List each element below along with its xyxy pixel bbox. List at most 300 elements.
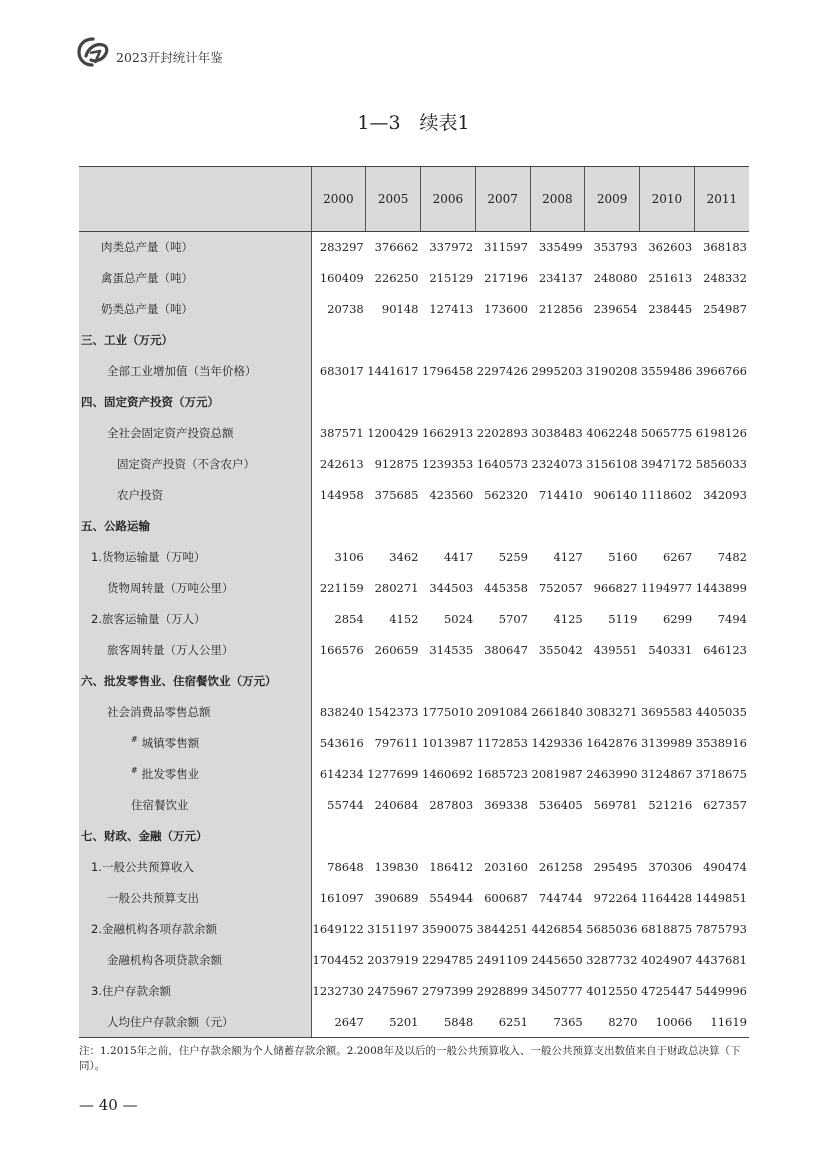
column-header: 2009: [585, 167, 640, 232]
footnote-mark: #: [131, 766, 138, 776]
row-label-text: 四、固定资产投资（万元）: [81, 395, 219, 409]
table-cell: 90148: [381, 302, 419, 316]
table-cell: 5201: [366, 1007, 421, 1038]
table-cell: 2463990: [586, 767, 638, 781]
table-cell: 20738: [327, 302, 364, 316]
row-label-text: 禽蛋总产量（吨）: [101, 271, 193, 285]
table-cell: 240684: [374, 798, 419, 812]
table-cell: [640, 511, 695, 542]
table-cell: 7494: [717, 612, 747, 626]
table-cell: [421, 325, 476, 356]
table-cell: 2928899: [476, 984, 528, 998]
table-cell: 646123: [703, 643, 747, 657]
row-label: [79, 356, 311, 387]
table-cell: 540331: [648, 643, 693, 657]
table-cell: 6198126: [695, 426, 747, 440]
statistics-table: [79, 166, 749, 1038]
table-cell: 260659: [374, 643, 419, 657]
table-cell: 2091084: [476, 705, 528, 719]
table-cell: 536405: [538, 798, 583, 812]
table-cell: [311, 821, 366, 852]
yearbook-title: 2023开封统计年鉴: [116, 50, 223, 65]
table-row: [79, 356, 749, 387]
table-cell: 600687: [484, 891, 528, 905]
row-label: [79, 542, 311, 573]
table-cell: 1704452: [312, 953, 364, 967]
table-cell: 295495: [593, 860, 638, 874]
column-header: 2011: [694, 167, 749, 232]
table-cell: [530, 511, 585, 542]
table-row: [79, 759, 749, 790]
table-cell: 906140: [593, 488, 638, 502]
table-row: [79, 635, 749, 666]
row-label: [79, 790, 311, 821]
table-footnote: 注：1.2015年之前，住户存款余额为个人储蓄存款余额。2.2008年及以后的一般公共预算收入、一般公共预算支出数值来自于财政总决算（下同）。: [79, 1045, 741, 1072]
row-label: [79, 449, 311, 480]
table-cell: 370306: [648, 860, 693, 874]
row-label: [79, 883, 311, 914]
table-cell: 3559486: [641, 364, 693, 378]
row-label: [79, 1007, 311, 1038]
table-cell: 355042: [538, 643, 583, 657]
table-cell: 4405035: [695, 705, 747, 719]
table-cell: [530, 387, 585, 418]
table-cell: 4426854: [531, 922, 583, 936]
row-label-text: 2.金融机构各项存款余额: [91, 922, 217, 936]
table-cell: 2797399: [422, 984, 474, 998]
table-cell: 2491109: [476, 953, 528, 967]
table-cell: 4012550: [586, 984, 638, 998]
table-row: [79, 542, 749, 573]
table-cell: 314535: [429, 643, 474, 657]
table-cell: 1013987: [422, 736, 474, 750]
table-cell: 2324073: [531, 457, 583, 471]
row-label: [79, 976, 311, 1007]
table-cell: 3151197: [367, 922, 419, 936]
row-label-text: 奶类总产量（吨）: [101, 302, 193, 316]
table-row: [79, 604, 749, 635]
table-cell: 368183: [703, 240, 747, 255]
table-cell: 1642876: [586, 736, 638, 750]
table-cell: 387571: [319, 426, 364, 440]
table-cell: 7365: [530, 1007, 585, 1038]
table-row: [79, 294, 749, 325]
table-cell: 1796458: [422, 364, 474, 378]
row-label: [79, 635, 311, 666]
table-cell: 390689: [374, 891, 419, 905]
table-cell: 4152: [389, 612, 419, 626]
row-label-text: 住宿餐饮业: [131, 798, 189, 812]
table-cell: 3190208: [586, 364, 638, 378]
table-row: [79, 418, 749, 449]
table-cell: [366, 666, 421, 697]
row-label: [79, 945, 311, 976]
row-label-text: 六、批发零售业、住宿餐饮业（万元）: [81, 674, 277, 688]
table-cell: 3695583: [641, 705, 693, 719]
table-cell: 2647: [311, 1007, 366, 1038]
table-cell: 2202893: [476, 426, 528, 440]
table-cell: 3156108: [586, 457, 638, 471]
row-label-text: 货物周转量（万吨公里）: [107, 581, 234, 595]
table-cell: 1172853: [476, 736, 528, 750]
table-cell: 1662913: [422, 426, 474, 440]
table-cell: 221159: [319, 581, 364, 595]
table-cell: 5259: [498, 550, 528, 564]
table-cell: 1449851: [695, 891, 747, 905]
table-cell: [585, 325, 640, 356]
row-label-text: 批发零售业: [141, 767, 200, 781]
table-row: [79, 1007, 749, 1038]
row-label: [79, 759, 311, 790]
table-cell: [585, 821, 640, 852]
table-cell: 78648: [327, 860, 364, 874]
row-label: [79, 232, 311, 263]
table-cell: [311, 387, 366, 418]
table-cell: 2294785: [422, 953, 474, 967]
table-cell: 744744: [538, 891, 583, 905]
table-cell: [366, 511, 421, 542]
table-cell: 3966766: [695, 364, 747, 378]
table-body: [79, 232, 749, 1038]
table-title: 1—3 续表1: [357, 112, 470, 134]
table-cell: 490474: [703, 860, 747, 874]
table-row: [79, 852, 749, 883]
table-cell: 251613: [648, 271, 693, 285]
table-cell: 1649122: [312, 922, 364, 936]
column-header: 2000: [311, 167, 366, 232]
table-cell: 2475967: [367, 984, 419, 998]
table-cell: [366, 821, 421, 852]
table-cell: 353793: [593, 240, 638, 255]
table-cell: 912875: [374, 457, 419, 471]
table-cell: 226250: [374, 271, 419, 285]
table-row: [79, 232, 749, 263]
table-cell: [421, 511, 476, 542]
table-cell: 4437681: [695, 953, 747, 967]
table-cell: [530, 325, 585, 356]
table-cell: 1194977: [641, 581, 693, 595]
table-cell: 344503: [429, 581, 474, 595]
row-label: [79, 852, 311, 883]
row-label: [79, 697, 311, 728]
row-label-text: 城镇零售额: [141, 736, 200, 750]
row-label-text: 2.旅客运输量（万人）: [91, 612, 206, 626]
table-cell: 5160: [608, 550, 638, 564]
table-cell: [311, 666, 366, 697]
table-cell: [421, 387, 476, 418]
table-cell: 375685: [374, 488, 419, 502]
table-cell: 3106: [334, 550, 364, 564]
section-row: [79, 511, 749, 542]
table-header-row: [79, 167, 749, 232]
table-cell: 4062248: [586, 426, 638, 440]
table-cell: [366, 387, 421, 418]
row-label-text: 全部工业增加值（当年价格）: [107, 364, 257, 378]
table-cell: 614234: [319, 767, 364, 781]
table-cell: 683017: [319, 364, 364, 378]
row-label-text: 1.货物运输量（万吨）: [91, 550, 206, 564]
row-label-text: 社会消费品零售总额: [107, 705, 211, 719]
table-cell: 1277699: [367, 767, 419, 781]
table-cell: 173600: [484, 302, 528, 316]
table-cell: 5848: [421, 1007, 476, 1038]
row-label: [79, 604, 311, 635]
table-cell: 4725447: [641, 984, 693, 998]
table-cell: 55744: [327, 798, 364, 812]
table-cell: 3844251: [476, 922, 528, 936]
table-row: [79, 914, 749, 945]
column-header: 2006: [421, 167, 476, 232]
table-cell: 5856033: [695, 457, 747, 471]
section-heading: [79, 325, 311, 356]
table-cell: 127413: [429, 302, 474, 316]
row-label: [79, 914, 311, 945]
table-cell: 2081987: [531, 767, 583, 781]
table-cell: 1460692: [422, 767, 474, 781]
table-cell: 10066: [640, 1007, 695, 1038]
column-header: 2010: [640, 167, 695, 232]
row-label: [79, 418, 311, 449]
table-row: [79, 728, 749, 759]
table-cell: [475, 666, 530, 697]
table-cell: [311, 325, 366, 356]
row-label-text: 人均住户存款余额（元）: [107, 1014, 234, 1029]
table-cell: [585, 666, 640, 697]
section-heading: [79, 821, 311, 852]
table-cell: 5449996: [695, 984, 747, 998]
table-cell: 1200429: [367, 426, 419, 440]
table-cell: 139830: [374, 860, 419, 874]
section-heading: [79, 387, 311, 418]
table-cell: 4125: [553, 612, 583, 626]
table-cell: 2297426: [476, 364, 528, 378]
table-cell: 5707: [498, 612, 528, 626]
table-cell: 972264: [593, 891, 638, 905]
table-cell: [475, 325, 530, 356]
footnote-mark: #: [131, 735, 138, 745]
table-cell: 3287732: [586, 953, 638, 967]
table-cell: 280271: [374, 581, 419, 595]
table-cell: 5119: [608, 612, 638, 626]
table-cell: 3538916: [695, 736, 747, 750]
table-cell: [530, 666, 585, 697]
table-row: [79, 976, 749, 1007]
table-cell: 1443899: [695, 581, 747, 595]
table-cell: 7875793: [695, 922, 747, 936]
table-cell: 11619: [694, 1007, 749, 1038]
table-row: [79, 263, 749, 294]
table-cell: [694, 387, 749, 418]
table-row: [79, 883, 749, 914]
table-cell: 627357: [703, 798, 747, 812]
table-cell: 4417: [443, 550, 474, 564]
table-cell: 1239353: [422, 457, 474, 471]
row-label-text: 全社会固定资产投资总额: [107, 426, 234, 440]
table-cell: 4024907: [641, 953, 693, 967]
table-cell: [694, 325, 749, 356]
table-cell: [421, 821, 476, 852]
table-cell: 6251: [475, 1007, 530, 1038]
table-cell: 335499: [538, 240, 583, 255]
table-cell: 261258: [538, 860, 583, 874]
table-cell: 838240: [319, 705, 364, 719]
table-cell: 1429336: [531, 736, 583, 750]
table-cell: 554944: [429, 891, 474, 905]
section-heading: [79, 666, 311, 697]
table-cell: 5065775: [641, 426, 693, 440]
row-label-text: 旅客周转量（万人公里）: [107, 643, 234, 657]
table-cell: 543616: [319, 736, 364, 750]
table-cell: 160409: [319, 271, 364, 285]
table-cell: 1232730: [312, 984, 364, 998]
table-cell: 342093: [703, 488, 747, 502]
table-cell: 311597: [484, 240, 528, 255]
row-label-text: 3.住户存款余额: [91, 984, 171, 998]
table-cell: 186412: [429, 860, 474, 874]
table-cell: 376662: [374, 240, 419, 255]
table-cell: [366, 325, 421, 356]
table-cell: 362603: [648, 240, 693, 255]
row-label-text: 肉类总产量（吨）: [101, 240, 193, 255]
table-cell: 380647: [484, 643, 528, 657]
table-cell: [640, 325, 695, 356]
table-cell: [640, 387, 695, 418]
table-cell: 3083271: [586, 705, 638, 719]
table-cell: [694, 821, 749, 852]
row-label-text: 一般公共预算支出: [107, 891, 199, 905]
row-label-text: 固定资产投资（不含农户）: [117, 457, 255, 471]
table-cell: 3462: [389, 550, 419, 564]
page-header: [76, 36, 223, 68]
table-cell: [475, 511, 530, 542]
table-cell: 966827: [593, 581, 638, 595]
table-cell: 1775010: [422, 705, 474, 719]
section-heading: [79, 511, 311, 542]
table-cell: 8270: [585, 1007, 640, 1038]
table-cell: 562320: [484, 488, 528, 502]
table-cell: 1685723: [476, 767, 528, 781]
table-cell: 217196: [484, 271, 528, 285]
table-cell: 1164428: [641, 891, 693, 905]
table-cell: [530, 821, 585, 852]
table-cell: 2854: [334, 612, 364, 626]
table-cell: 254987: [703, 302, 747, 316]
table-row: [79, 480, 749, 511]
table-cell: 3450777: [531, 984, 583, 998]
table-row: [79, 573, 749, 604]
table-cell: 569781: [593, 798, 638, 812]
table-cell: 2995203: [531, 364, 583, 378]
table-cell: 714410: [538, 488, 583, 502]
table-cell: 3947172: [641, 457, 693, 471]
table-cell: 337972: [429, 240, 474, 255]
table-cell: 369338: [484, 798, 528, 812]
table-cell: 1640573: [476, 457, 528, 471]
table-cell: 7482: [717, 550, 747, 564]
table-cell: [694, 666, 749, 697]
table-cell: 6299: [662, 612, 693, 626]
table-cell: 283297: [319, 240, 364, 255]
section-row: [79, 821, 749, 852]
row-label: [79, 263, 311, 294]
header-label-cell: [79, 167, 311, 232]
table-cell: 3718675: [695, 767, 747, 781]
table-cell: 144958: [319, 488, 364, 502]
table-cell: 239654: [593, 302, 638, 316]
table-cell: [475, 387, 530, 418]
row-label: [79, 573, 311, 604]
table-cell: 5024: [443, 612, 474, 626]
table-cell: 166576: [319, 643, 364, 657]
table-cell: 3590075: [422, 922, 474, 936]
row-label-text: 三、工业（万元）: [81, 333, 173, 347]
row-label: [79, 728, 311, 759]
table-cell: 2445650: [531, 953, 583, 967]
column-header: 2007: [475, 167, 530, 232]
table-row: [79, 945, 749, 976]
row-label: [79, 294, 311, 325]
column-header: 2005: [366, 167, 421, 232]
table-cell: [585, 387, 640, 418]
table-cell: 445358: [484, 581, 528, 595]
table-cell: [640, 666, 695, 697]
table-row: [79, 790, 749, 821]
table-cell: 1118602: [641, 488, 693, 502]
table-cell: [475, 821, 530, 852]
table-cell: 521216: [648, 798, 693, 812]
table-cell: 248332: [703, 271, 747, 285]
section-row: [79, 666, 749, 697]
table-cell: 1542373: [367, 705, 419, 719]
row-label: [79, 480, 311, 511]
yearbook-logo-icon: [76, 36, 110, 68]
table-cell: [311, 511, 366, 542]
table-cell: 5685036: [586, 922, 638, 936]
table-row: [79, 697, 749, 728]
table-cell: 439551: [593, 643, 638, 657]
table-cell: 212856: [538, 302, 583, 316]
table-cell: 6818875: [641, 922, 693, 936]
table-cell: 215129: [429, 271, 474, 285]
table-cell: [585, 511, 640, 542]
table-cell: 423560: [429, 488, 474, 502]
table-cell: 287803: [429, 798, 474, 812]
table-cell: 797611: [374, 736, 419, 750]
table-cell: 1441617: [367, 364, 419, 378]
row-label-text: 五、公路运输: [81, 519, 150, 533]
table-row: [79, 449, 749, 480]
row-label-text: 1.一般公共预算收入: [91, 860, 194, 874]
section-row: [79, 325, 749, 356]
table-cell: 752057: [538, 581, 583, 595]
row-label-text: 七、财政、金融（万元）: [81, 829, 208, 843]
table-cell: 2661840: [531, 705, 583, 719]
table-cell: 238445: [648, 302, 693, 316]
table-cell: 3139989: [641, 736, 693, 750]
row-label-text: 农户投资: [117, 488, 163, 502]
table-cell: 6267: [662, 550, 693, 564]
table-cell: 161097: [319, 891, 364, 905]
table-cell: [421, 666, 476, 697]
table-cell: 3124867: [641, 767, 693, 781]
table-cell: 242613: [319, 457, 364, 471]
table-cell: [640, 821, 695, 852]
row-label-text: 金融机构各项贷款余额: [107, 953, 222, 967]
table-cell: 234137: [538, 271, 583, 285]
table-cell: 3038483: [531, 426, 583, 440]
table-cell: 2037919: [367, 953, 419, 967]
table-cell: [694, 511, 749, 542]
